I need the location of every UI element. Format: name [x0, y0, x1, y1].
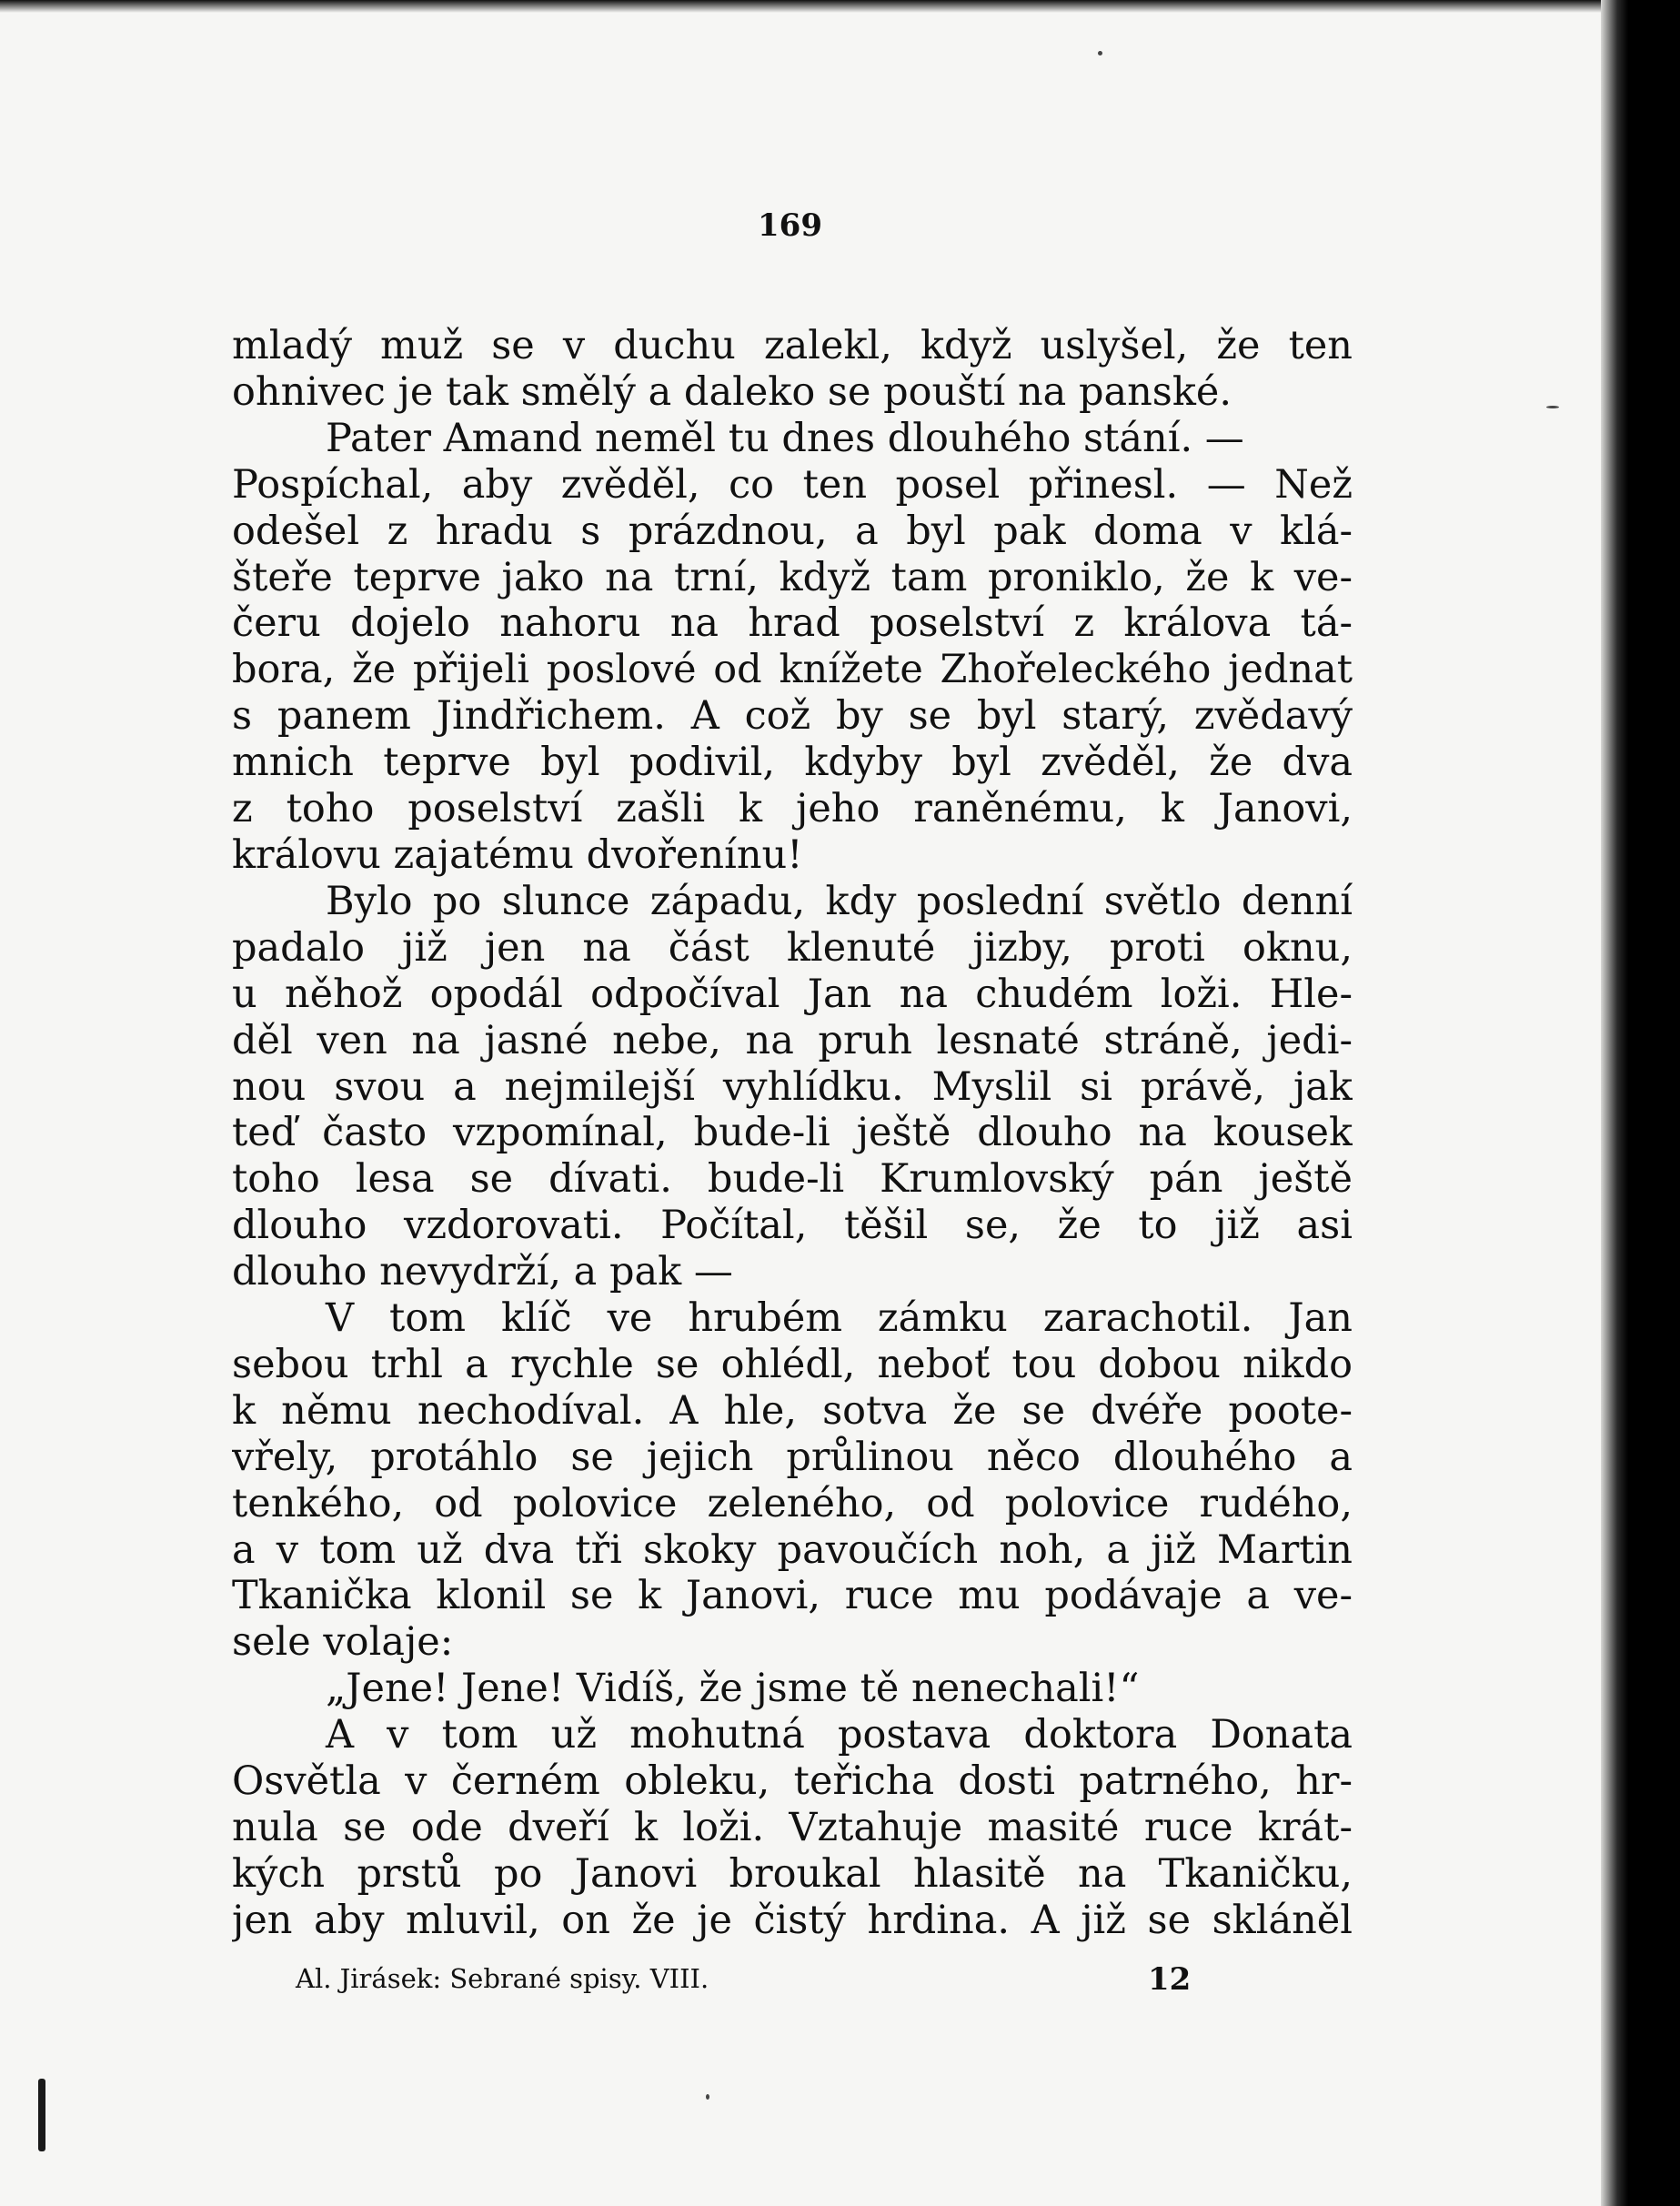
text-line: padalo již jen na část klenuté jizby, proti oknu, [232, 924, 1353, 971]
text-line: odešel z hradu s prázdnou, a byl pak doma v klá- [232, 508, 1353, 554]
text-line: nula se ode dveří k loži. Vztahuje masité ruce krát- [232, 1805, 1353, 1850]
footer-sheet-number: 12 [1148, 1961, 1192, 1998]
text-line: dlouho nevydrží, a pak — [232, 1249, 733, 1295]
page-right-edge [1601, 0, 1628, 2206]
text-line: Pater Amand neměl tu dnes dlouhého stání. — [326, 415, 1244, 461]
text-line: královu zajatému dvořenínu! [232, 831, 803, 878]
page-number: 169 [758, 207, 822, 244]
text-line: šteře teprve jako na trní, když tam proniklo, že k ve- [232, 554, 1353, 600]
text-line: kých prstů po Janovi broukal hlasitě na Tkaničku, [232, 1850, 1353, 1897]
footer-signature: Al. Jirásek: Sebrané spisy. VIII. [296, 1963, 709, 1994]
text-line: jen aby mluvil, on že je čistý hrdina. A již se skláněl [232, 1897, 1353, 1943]
text-line: nou svou a nejmilejší vyhlídku. Myslil si právě, jak [232, 1063, 1353, 1110]
text-line: toho lesa se dívati. bude-li Krumlovský pán ještě [232, 1156, 1353, 1203]
dust-speck [1098, 51, 1102, 55]
text-line: teď často vzpomínal, bude-li ještě dlouho na kousek [232, 1110, 1353, 1156]
dust-speck [706, 2094, 709, 2100]
text-line: děl ven na jasné nebe, na pruh lesnaté stráně, jedi- [232, 1017, 1353, 1063]
text-line: sele volaje: [232, 1619, 454, 1666]
text-line: čeru dojelo nahoru na hrad poselství z králova tá- [232, 600, 1353, 647]
scan-margin-mark [38, 2079, 45, 2151]
text-line: mladý muž se v duchu zalekl, když uslyšel, že ten [232, 323, 1353, 368]
body-text [232, 323, 1353, 1944]
text-line: sebou trhl a rychle se ohlédl, neboť tou dobou nikdo [232, 1341, 1353, 1387]
text-line: Pospíchal, aby zvěděl, co ten posel přinesl. — Než [232, 461, 1353, 508]
text-line: A v tom už mohutná postava doktora Donata [326, 1712, 1353, 1758]
text-line: tenkého, od polovice zeleného, od polovice rudého, [232, 1480, 1353, 1526]
text-line: u něhož opodál odpočíval Jan na chudém loži. Hle- [232, 971, 1353, 1017]
dust-speck [1546, 406, 1559, 408]
text-line: V tom klíč ve hrubém zámku zarachotil. Jan [326, 1295, 1353, 1342]
text-line: vřely, protáhlo se jejich průlinou něco dlouhého a [232, 1434, 1353, 1480]
text-line: „Jene! Jene! Vidíš, že jsme tě nenechali!“ [326, 1666, 1140, 1712]
text-line: bora, že přijeli poslové od knížete Zhořeleckého jednat [232, 647, 1353, 693]
text-line: k němu nechodíval. A hle, sotva že se dvéře poote- [232, 1387, 1353, 1434]
text-line: dlouho vzdorovati. Počítal, těšil se, že to již asi [232, 1203, 1353, 1249]
text-line: ohnivec je tak smělý a daleko se pouští na panské. [232, 368, 1232, 415]
text-line: Osvětla v černém obleku, teřicha dosti patrného, hr- [232, 1758, 1353, 1805]
text-line: a v tom už dva tři skoky pavoučích noh, a již Martin [232, 1526, 1353, 1573]
text-line: s panem Jindřichem. A což by se byl starý, zvědavý [232, 693, 1353, 740]
text-line: Bylo po slunce západu, kdy poslední světlo denní [326, 878, 1353, 924]
text-line: Tkanička klonil se k Janovi, ruce mu podávaje a ve- [232, 1573, 1353, 1619]
text-line: mnich teprve byl podivil, kdyby byl zvěděl, že dva [232, 740, 1353, 786]
page-top-edge [0, 0, 1615, 13]
text-line: z toho poselství zašli k jeho raněnému, k Janovi, [232, 786, 1353, 832]
